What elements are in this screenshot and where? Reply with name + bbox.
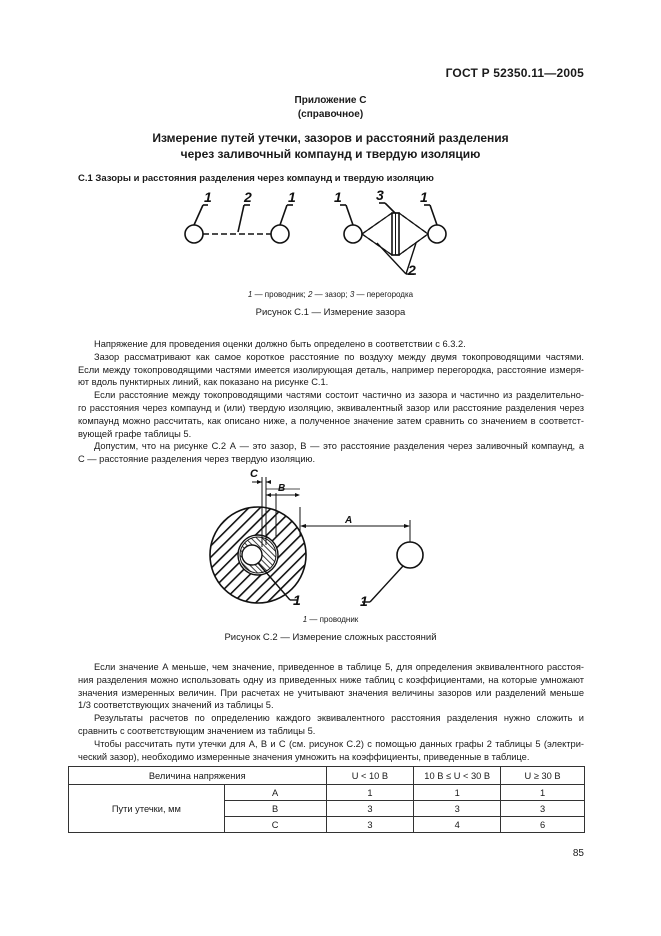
text-line: Чтобы рассчитать пути утечки для А, В и С (см. рисунок С.2) с помощью данных графы 2 таблицы 5 (электри- bbox=[94, 738, 584, 749]
table-cell: 3 bbox=[326, 817, 414, 833]
figure-label: С bbox=[250, 468, 258, 480]
annex-heading-line2: через заливочный компаунд и твердую изоляцию bbox=[180, 147, 481, 161]
body-paragraph-2 bbox=[78, 661, 584, 763]
figure-label: 1 bbox=[360, 593, 368, 609]
figure-label: 1 bbox=[334, 189, 342, 205]
annex-subtitle: (справочное) bbox=[297, 109, 364, 120]
table-cell: С bbox=[224, 817, 326, 833]
table-cell: 1 bbox=[326, 785, 414, 801]
figure-c2-caption: Рисунок С.2 — Измерение сложных расстояний bbox=[224, 632, 437, 643]
figure-c2-complex-distances-diagram bbox=[200, 465, 440, 615]
table-cell: В bbox=[224, 801, 326, 817]
creepage-coefficients-table bbox=[68, 766, 585, 833]
table-header-cell: 10 В ≤ U < 30 В bbox=[414, 767, 501, 785]
text-line: Результаты расчетов по определению каждого эквивалентного расстояния разделения нужно сложить и bbox=[94, 713, 584, 724]
text-line: Допустим, что на рисунке С.2 А — это зазор, В — это расстояние разделения через заливочный компаунд, а bbox=[94, 441, 584, 452]
text-line: вующей графе таблицы 5. bbox=[78, 428, 192, 439]
text-line: Напряжение для проведения оценки должно быть определено в соответствии с 6.3.2. bbox=[94, 339, 466, 349]
conductor-circle bbox=[271, 225, 289, 243]
annex-heading-line1: Измерение путей утечки, зазоров и расстояний разделения bbox=[152, 131, 509, 145]
figure-label: 1 bbox=[204, 189, 212, 205]
conductor-circle bbox=[397, 542, 423, 568]
table-header-cell: U ≥ 30 В bbox=[501, 767, 585, 785]
table-row bbox=[69, 785, 585, 801]
figure-c2-legend: 1 — проводник bbox=[302, 615, 359, 624]
text-line: значения измеренных величин. При расчетах не учитывают значения величины зазоров или разделений меньше bbox=[78, 687, 584, 698]
table-cell: 3 bbox=[501, 801, 585, 817]
page-number: 85 bbox=[572, 848, 584, 859]
figure-c1-clearance-diagram bbox=[170, 185, 460, 285]
table-cell: 3 bbox=[326, 801, 414, 817]
figure-label: 1 bbox=[293, 592, 301, 608]
table-row-label: Пути утечки, мм bbox=[69, 785, 225, 833]
annex-title: Приложение С bbox=[294, 95, 367, 106]
body-paragraph-1 bbox=[78, 338, 584, 466]
text-line: ния разделения можно использовать одну из приведенных ниже таблиц с коэффициентами, на которые умножают bbox=[78, 674, 584, 685]
text-line: ческий зазор), необходимо измеренные значения умножить на коэффициенты, приведенные в таблице. bbox=[78, 751, 530, 762]
standard-number: ГОСТ Р 52350.11—2005 bbox=[445, 66, 584, 80]
figure-label: А bbox=[345, 515, 353, 526]
table-cell: 1 bbox=[501, 785, 585, 801]
conductor-circle bbox=[242, 545, 262, 565]
text-line: го расстояния через компаунд и (или) твердую изоляцию, эквивалентный зазор или расстояние разделения через bbox=[78, 402, 584, 413]
figure-label: 1 bbox=[288, 189, 296, 205]
text-line: Зазор рассматривают как самое короткое расстояние по воздуху между двумя токопроводящими частями. bbox=[94, 351, 584, 362]
table-header-cell: U < 10 В bbox=[326, 767, 414, 785]
figure-label: 2 bbox=[244, 189, 252, 205]
text-line: сравнить с соответствующим значением из таблицы 5. bbox=[78, 725, 316, 736]
text-line: компаунд можно рассчитать, как описано ниже, а полученное значение затем сравнить со значением в соответст- bbox=[78, 415, 584, 426]
table-cell: 1 bbox=[414, 785, 501, 801]
text-line: Если между токопроводящими частями имеется изолирующая деталь, например перегородка, расстояние измеря- bbox=[78, 364, 584, 375]
table-header-cell: Величина напряжения bbox=[69, 767, 327, 785]
figure-c1-legend: 1 — проводник; 2 — зазор; 3 — перегородка bbox=[247, 290, 414, 299]
conductor-circle bbox=[428, 225, 446, 243]
figure-label: 3 bbox=[376, 187, 384, 203]
table-cell: А bbox=[224, 785, 326, 801]
figure-c1-caption: Рисунок С.1 — Измерение зазора bbox=[255, 307, 406, 318]
conductor-circle bbox=[185, 225, 203, 243]
text-line: ют вдоль пунктирных линий, как показано на рисунке С.1. bbox=[78, 377, 329, 388]
figure-label: 2 bbox=[408, 262, 416, 278]
table-cell: 4 bbox=[414, 817, 501, 833]
text-line: 1/3 соответствующих значений из таблицы 5. bbox=[78, 700, 274, 711]
text-line: С — расстояние разделения через твердую изоляцию. bbox=[78, 454, 316, 465]
text-line: Если расстояние между токопроводящими частями состоит частично из зазора и частично из разделительно- bbox=[94, 390, 584, 401]
table-cell: 3 bbox=[414, 801, 501, 817]
text-line: Если значение А меньше, чем значение, приведенное в таблице 5, для определения эквивалентного расстоя- bbox=[94, 662, 584, 672]
table-header-row bbox=[69, 767, 585, 785]
conductor-circle bbox=[344, 225, 362, 243]
figure-label: 1 bbox=[420, 189, 428, 205]
figure-label: В bbox=[278, 483, 286, 494]
section-c1-heading: С.1 Зазоры и расстояния разделения через компаунд и твердую изоляцию bbox=[78, 173, 434, 184]
table-cell: 6 bbox=[501, 817, 585, 833]
